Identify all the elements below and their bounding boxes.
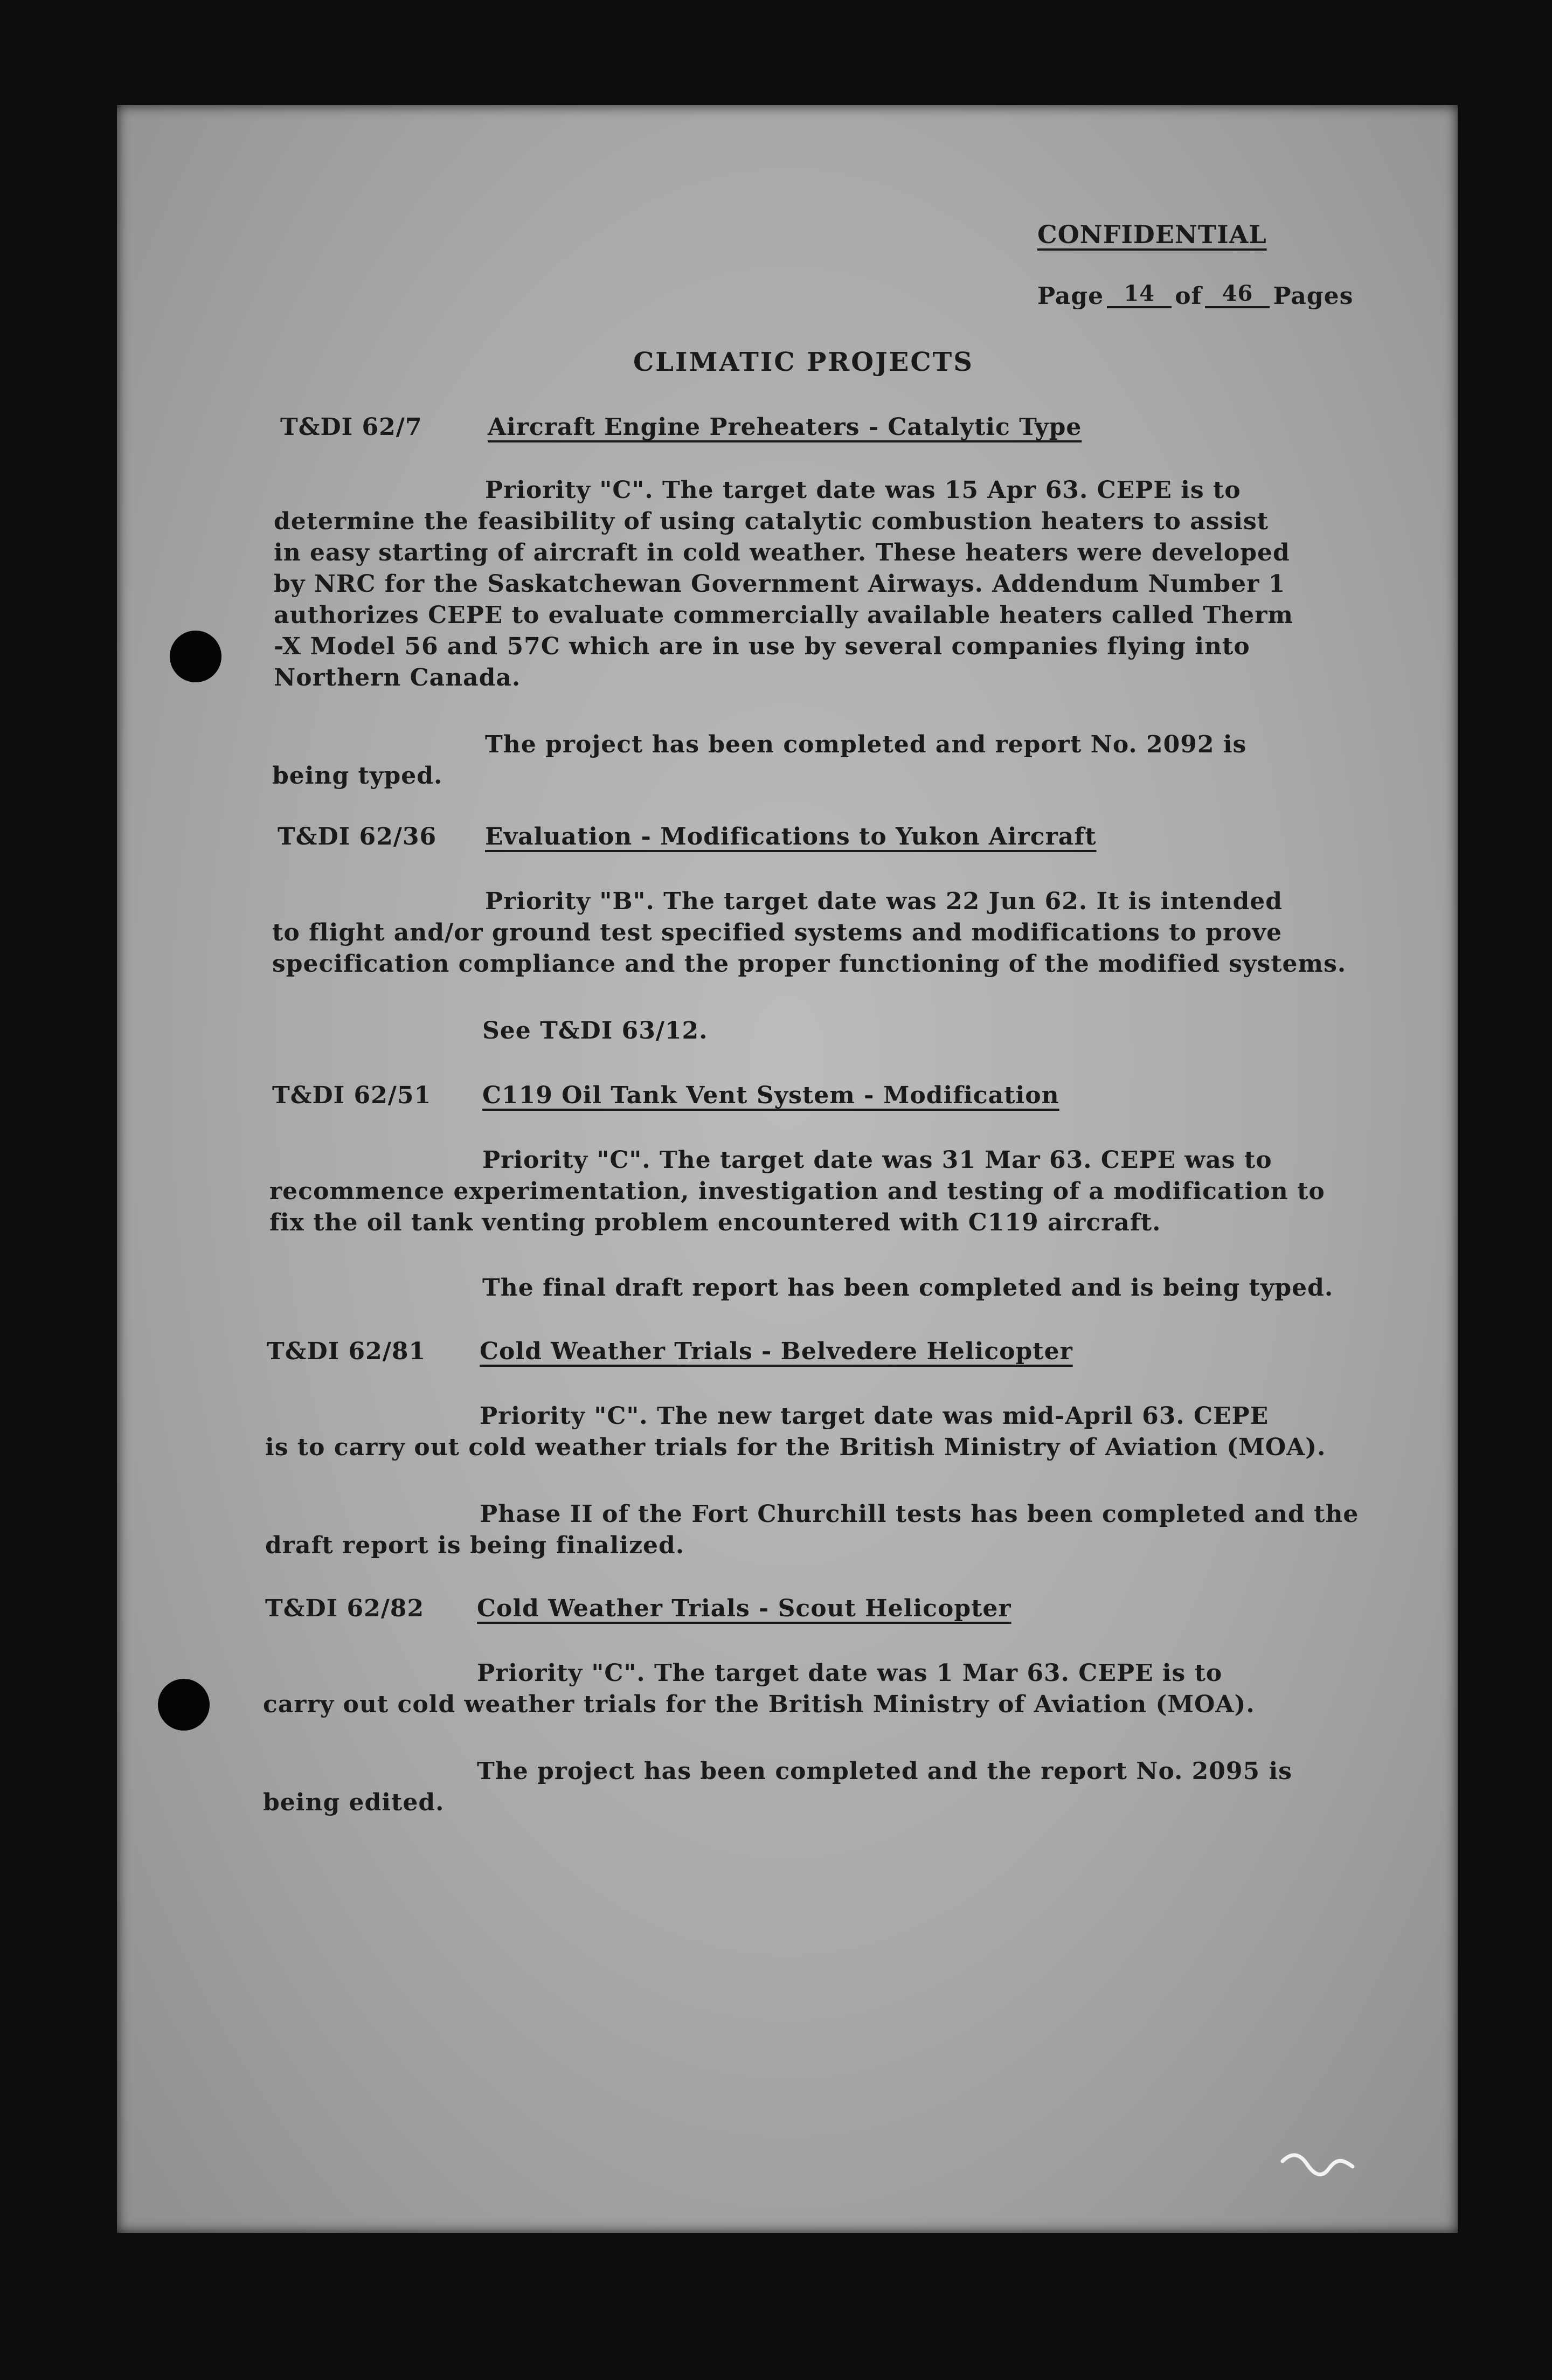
body-line: Priority "C". The target date was 15 Apr 63. CEPE is to (485, 476, 1241, 504)
body-line: Priority "B". The target date was 22 Jun 62. It is intended (485, 888, 1283, 915)
of-word: of (1175, 282, 1202, 310)
handwritten-mark (1277, 2140, 1363, 2188)
body-line: carry out cold weather trials for the British Ministry of Aviation (MOA). (263, 1691, 1255, 1718)
total-pages: 46 (1205, 281, 1270, 308)
page-number: 14 (1107, 281, 1172, 308)
body-line: The final draft report has been completed and is being typed. (482, 1274, 1334, 1302)
project-ref: T&DI 62/7 (280, 413, 422, 441)
body-line: Priority "C". The target date was 1 Mar 63. CEPE is to (477, 1659, 1223, 1687)
project-title: Evaluation - Modifications to Yukon Aircraft (485, 823, 1097, 850)
page-counter (1037, 280, 1353, 313)
body-line: Northern Canada. (274, 664, 521, 691)
body-line: determine the feasibility of using catalytic combustion heaters to assist (274, 508, 1269, 535)
body-line: in easy starting of aircraft in cold weather. These heaters were developed (274, 539, 1290, 566)
body-line: -X Model 56 and 57C which are in use by several companies flying into (274, 633, 1250, 660)
punch-hole-bottom (158, 1679, 210, 1731)
project-title: Cold Weather Trials - Belvedere Helicopter (480, 1338, 1073, 1365)
punch-hole-top (170, 631, 221, 682)
project-ref: T&DI 62/51 (272, 1082, 432, 1109)
body-line: draft report is being finalized. (265, 1532, 685, 1559)
page-word: Page (1037, 282, 1104, 310)
body-line: fix the oil tank venting problem encountered with C119 aircraft. (269, 1209, 1161, 1236)
classification-label: CONFIDENTIAL (1037, 220, 1267, 249)
body-line: to flight and/or ground test specified systems and modifications to prove (272, 919, 1283, 946)
body-line: Priority "C". The new target date was mid-April 63. CEPE (480, 1402, 1269, 1430)
body-line: being typed. (272, 762, 443, 790)
body-line: is to carry out cold weather trials for the British Ministry of Aviation (MOA). (265, 1434, 1326, 1461)
project-title: Aircraft Engine Preheaters - Catalytic Type (488, 413, 1082, 441)
body-line: Priority "C". The target date was 31 Mar 63. CEPE was to (482, 1146, 1272, 1174)
project-ref: T&DI 62/82 (265, 1595, 425, 1622)
document-title: CLIMATIC PROJECTS (633, 347, 974, 377)
body-line: Phase II of the Fort Churchill tests has been completed and the (480, 1500, 1359, 1528)
body-line: specification compliance and the proper functioning of the modified systems. (272, 950, 1347, 978)
body-line: The project has been completed and report No. 2092 is (485, 731, 1247, 758)
body-line: being edited. (263, 1789, 445, 1816)
body-line: recommence experimentation, investigation and testing of a modification to (269, 1178, 1325, 1205)
body-line: See T&DI 63/12. (482, 1017, 708, 1044)
body-line: by NRC for the Saskatchewan Government Airways. Addendum Number 1 (274, 570, 1286, 598)
pages-word: Pages (1273, 282, 1354, 310)
project-title: Cold Weather Trials - Scout Helicopter (477, 1595, 1011, 1622)
body-line: The project has been completed and the report No. 2095 is (477, 1758, 1292, 1785)
project-title: C119 Oil Tank Vent System - Modification (482, 1082, 1059, 1109)
body-line: authorizes CEPE to evaluate commercially available heaters called Therm (274, 601, 1293, 629)
project-ref: T&DI 62/36 (278, 823, 437, 850)
project-ref: T&DI 62/81 (267, 1338, 426, 1365)
